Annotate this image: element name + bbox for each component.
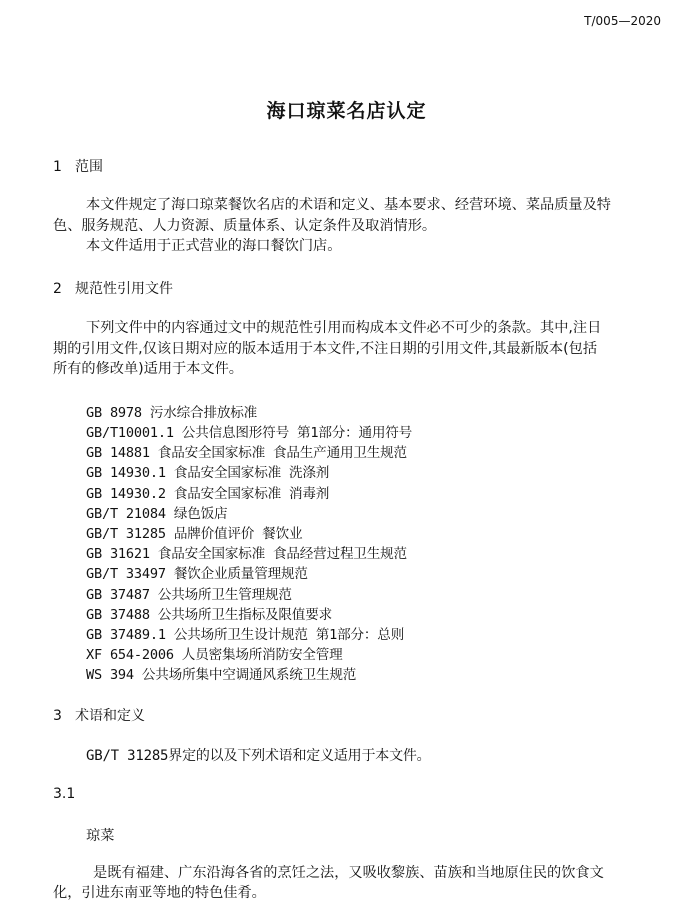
reference-item: GB/T 31285 品牌价值评价 餐饮业 — [86, 526, 303, 542]
section-number: 3 — [53, 708, 62, 724]
paragraph-line: 下列文件中的内容通过文中的规范性引用而构成本文件必不可少的条款。其中,注日 — [86, 320, 602, 336]
paragraph-line: 本文件适用于正式营业的海口餐饮门店。 — [86, 238, 342, 254]
paragraph-line: 色、服务规范、人力资源、质量体系、认定条件及取消情形。 — [53, 218, 437, 234]
reference-item: GB 37489.1 公共场所卫生设计规范 第1部分：总则 — [86, 627, 405, 643]
reference-item: GB/T 33497 餐饮企业质量管理规范 — [86, 566, 308, 582]
section-2-heading — [53, 278, 173, 298]
document-title: 海口琼菜名店认定 — [266, 100, 427, 122]
paragraph-line: 本文件规定了海口琼菜餐饮名店的术语和定义、基本要求、经营环境、菜品质量及特 — [86, 197, 611, 213]
section-title: 规范性引用文件 — [75, 281, 173, 297]
reference-item: GB 14930.2 食品安全国家标准 消毒剂 — [86, 486, 330, 502]
reference-item: WS 394 公共场所集中空调通风系统卫生规范 — [86, 667, 357, 683]
definition-line: 是既有福建、广东沿海各省的烹饪之法，又吸收黎族、苗族和当地原住民的饮食文 — [93, 865, 604, 881]
paragraph-line: 期的引用文件,仅该日期对应的版本适用于本文件,不注日期的引用文件,其最新版本(包括 — [53, 341, 598, 357]
paragraph-line: 所有的修改单)适用于本文件。 — [53, 361, 243, 377]
section-3-heading — [53, 705, 145, 725]
section-title: 术语和定义 — [75, 708, 145, 724]
definition-line: 化，引进东南亚等地的特色佳肴。 — [53, 885, 266, 901]
reference-item: GB 14881 食品安全国家标准 食品生产通用卫生规范 — [86, 445, 407, 461]
document-id: T/005—2020 — [584, 14, 661, 28]
reference-item: GB 31621 食品安全国家标准 食品经营过程卫生规范 — [86, 546, 407, 562]
section-title: 范围 — [75, 159, 103, 175]
reference-item: XF 654-2006 人员密集场所消防安全管理 — [86, 647, 343, 663]
reference-item: GB/T10001.1 公共信息图形符号 第1部分：通用符号 — [86, 425, 413, 441]
reference-item: GB 8978 污水综合排放标准 — [86, 405, 258, 421]
reference-item: GB 37488 公共场所卫生指标及限值要求 — [86, 607, 332, 623]
reference-item: GB 37487 公共场所卫生管理规范 — [86, 587, 292, 603]
paragraph-line: GB/T 31285界定的以及下列术语和定义适用于本文件。 — [86, 748, 431, 764]
reference-item: GB 14930.1 食品安全国家标准 洗涤剂 — [86, 465, 330, 481]
section-number: 2 — [53, 281, 62, 297]
subsection-number: 3.1 — [53, 786, 76, 802]
term-name: 琼菜 — [86, 828, 115, 844]
reference-item: GB/T 21084 绿色饭店 — [86, 506, 228, 522]
section-number: 1 — [53, 159, 62, 175]
section-1-heading — [53, 156, 103, 176]
